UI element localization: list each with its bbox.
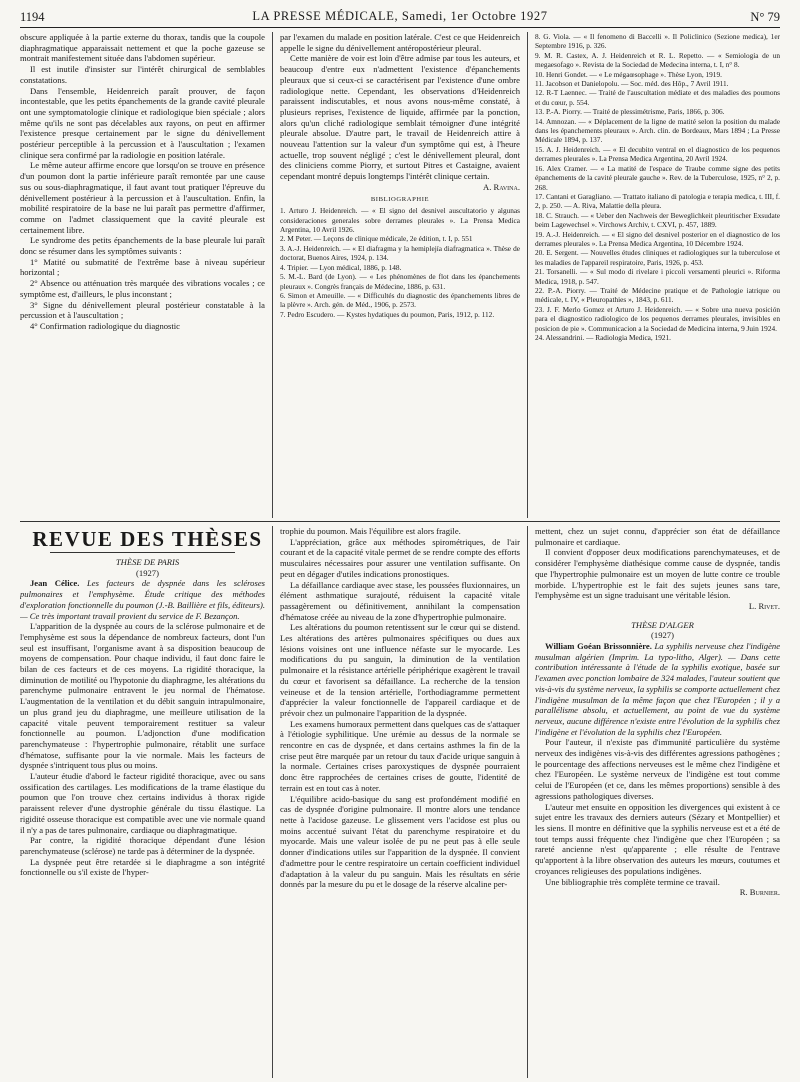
paragraph: Le même auteur affirme encore que lorsqu'on se trouve en présence d'un poumon dont la partie inférieure paraît remontée par une cause sus ou sous-diaphragmatique, il faut avant tout pratiquer l'épreuve du dénivellement postérieur à la percussion et à l'auscultation. Enfin, la mobilité respiratoire de la base ne lui paraît pas permettre d'affirmer, comme on l'admet classiquement que la cavité pleurale est certainement libre. bbox=[20, 160, 265, 235]
paragraph: Il est inutile d'insister sur l'intérêt chirurgical de semblables constatations. bbox=[20, 64, 265, 85]
paragraph: La dyspnée peut être retardée si le diaphragme a son intégrité fonctionnelle ou s'il existe de l'hyper- bbox=[20, 856, 265, 878]
paragraph: Pour l'auteur, il n'existe pas d'immunité particulière du système nerveux des indigènes vis-à-vis des différentes agressions pathogènes ; le pourcentage des affections nerveuses est le même chez l'indigène et chez l'Européen. Le système nerveux de l'indigène est tout comme celui de l'Européen (et ce, dans les mêmes proportions) sensible à des agressions pathologiques diverses. bbox=[535, 737, 780, 801]
section-rule bbox=[20, 521, 780, 522]
signature: R. Burnier. bbox=[739, 887, 780, 898]
bib-entry: 7. Pedro Escudero. — Kystes hydatiques du poumon, Paris, 1912, p. 112. bbox=[280, 309, 495, 319]
paragraph: trophie du poumon. Mais l'équilibre est alors fragile. bbox=[280, 526, 461, 536]
paragraph: Les altérations du poumon retentissent sur le cœur qui se distend. Les altérations des artères pulmonaires spécifiques ou dues aux lésions voisines ont une influence néfaste sur le myocarde. Les modifications du pu sanguin, la diminution de la ventilation pulmonaire et la résistance artérielle périphérique exagèrent le travail du cœur et favorisent sa défaillance. La recherche de la tension veineuse et de la tension artérielle, l'orthodiagramme permettent d'apprécier la valeur fonctionnelle de l'appareil cardiaque et de prévoir chez un pulmonaire l'apparition de la dyspnée. bbox=[280, 622, 520, 718]
bib-entry: 16. Alex Cramer. — « La matité de l'espace de Traube comme signe des petits épanchements de la cavité pleurale gauche ». Rev. de la Tuberculose, 1925, n° 2, p. 268. bbox=[535, 163, 780, 192]
bottom-right-column bbox=[535, 526, 780, 1078]
bottom-left-column bbox=[20, 526, 265, 1078]
section-heading: REVUE DES THÈSES bbox=[32, 527, 263, 551]
bib-entry: 20. E. Sergent. — Nouvelles études cliniques et radiologiques sur la tuberculose et les maladies de l'appareil respiratoire, Paris, 1926, p. 453. bbox=[535, 248, 780, 267]
column-divider bbox=[527, 32, 528, 518]
paragraph: Le syndrome des petits épanchements de la base pleurale lui paraît donc se résumer dans les symptômes suivants : bbox=[20, 235, 265, 257]
bib-entry: 22. P.-A. Piorry. — Traité de Médecine pratique et de Pathologie iatrique ou médicale, t. IV, « Pleuropathies », 1843, p. 611. bbox=[535, 285, 780, 305]
author-name: Jean Célice. bbox=[30, 578, 80, 589]
top-right-column bbox=[535, 32, 780, 518]
bib-entry: 21. Torsanelli. — « Sul modo di rivelare i piccoli versamenti pleurici ». Riforma Medica, 1918, p. 547. bbox=[535, 267, 780, 286]
paragraph: Cette manière de voir est loin d'être admise par tous les auteurs, et beaucoup d'entre eux n'admettent l'existence d'épanchements pleuraux que si ceux-ci se caractérisent par l'existence d'une ombre radiologique nette. Cependant, les observations d'Heidenreich paraissent indiscutables, et nous avons nous-même constaté, à plusieurs reprises, l'existence de liquide, affirmée par la ponction, alors qu'un cliché radiologique semblait témoigner d'une intégrité pleurale absolue. D'autre part, le travail de Heidenreich attire à nouveau l'attention sur la valeur d'un symptôme qui est, à l'heure actuelle, trop souvent négligé ; c'est le dénivellement pleural, dont des cliniciens comme Piorry, et surtout Pitres et Castaigne, avaient cependant montré depuis longtemps l'intérêt clinique certain. bbox=[280, 53, 520, 182]
bib-entry: 2. M Peter. — Leçons de clinique médicale, 2e édition, t. I, p. 551 bbox=[280, 234, 473, 244]
column-divider bbox=[272, 32, 273, 518]
bib-entry: 14. Amnozan. — « Déplacement de la ligne de matité selon la position du malade dans les épanchements pleuraux ». Arch. clin. de Bordeaux, Mars 1894 ; La Presse Médicale 1894, p. 137. bbox=[535, 116, 780, 145]
top-middle-column bbox=[280, 32, 520, 518]
thesis-heading: THÈSE D'ALGER bbox=[631, 619, 694, 630]
thesis-title: Les facteurs de dyspnée dans les scléroses pulmonaires et l'emphysème. Étude critique des méthodes d'exploration fonctionnelle du poumon (J.-B. Baillière et fils, éditeurs). — Ce très important travail provient du service de F. Bezançon. bbox=[20, 578, 265, 621]
issue-number: N° 79 bbox=[750, 10, 780, 24]
paragraph: 3° Signe du dénivellement pleural postérieur constatable à la percussion et à l'auscultation ; bbox=[20, 299, 265, 321]
paragraph: Les examens humoraux permettent dans quelques cas de s'attaquer à l'étiologie syphilitique. Une urémie au dessus de la normale se rencontre en cas de dyspnée, et dans certains asthmes la fin de la crise peut être marquée par un retour du taux d'acide urique sanguin à la normale. Certaines crises paroxystiques de dyspnée pourraient donc être rapprochées de certaines crises de goutte, l'identité de terrain est en tout cas à noter. bbox=[280, 718, 520, 793]
bib-entry: 19. A.-J. Heidenreich. — « El signo del desnivel posterior en el diagnostico de los derrames pleurales ». La Prensa Medica Argentina, 10 Décembre 1924. bbox=[535, 229, 780, 248]
thesis-heading: THÈSE DE PARIS bbox=[115, 557, 180, 567]
bib-entry: 8. G. Viola. — « Il fenomeno di Baccelli ». Il Policlinico (Sezione medica), 1er Septembre 1916, p. 326. bbox=[535, 32, 780, 51]
thesis-year: (1927) bbox=[651, 630, 674, 641]
paragraph: L'auteur met ensuite en opposition les divergences qui existent à ce sujet entre les travaux des derniers auteurs (Sézary et Montpellier) et les siens. Il montre en définitive que la syphilis nerveuse est et a été de tout temps aussi fréquente chez l'indigène que chez l'Européen ; sa rareté ancienne n'est qu'apparente ; elle résulte de l'entrave qu'apportent à la libre observation des auteurs les mœurs, coutumes et croyances religieuses des populations indigènes. bbox=[535, 801, 780, 876]
bib-entry: 1. Arturo J. Heidenreich. — « El signo del desnivel auscultatorio y algunas consideraciones generales sobre derrames pleurales ». La Prensa Medica Argentina, 10 Avril 1926. bbox=[280, 206, 520, 235]
author-name: William Goéan Brissonnière. bbox=[545, 641, 652, 652]
paragraph: Dans l'ensemble, Heidenreich paraît prouver, de façon incontestable, que les petits épanchements de la grande cavité pleurale ont une symptomatologie clinique et radiologique bien spéciale ; alors même qu'ils ne sont pas décelables aux rayons, on peut en affirmer l'existence presque certainement par le signe du dénivellement postérieur perceptible à la percussion et à l'auscultation ; l'examen clinique sera confirmé par la radiologie en position latérale. bbox=[20, 85, 265, 160]
bib-entry: 11. Jacobson et Danielopolu. — Soc. méd. des Hôp., 7 Avril 1911. bbox=[535, 79, 729, 89]
signature: L. Rivet. bbox=[748, 600, 780, 611]
paragraph: Une bibliographie très complète termine ce travail. bbox=[545, 876, 720, 887]
bib-entry: 6. Simon et Ameuille. — « Difficultés du diagnostic des épanchements libres de la plèvre ». Arch. gén. de Méd., 1906, p. 2573. bbox=[280, 290, 520, 310]
bib-entry: 15. A. J. Heidenreich. — « El decubito ventral en el diagnostico de los pequenos derrames pleurales ». La Prensa Medica Argentina, 20 Avril 1924. bbox=[535, 144, 780, 164]
paragraph: mettent, chez un sujet connu, d'apprécier son état de défaillance pulmonaire et cardiaque. bbox=[535, 526, 780, 547]
paragraph: Il convient d'opposer deux modifications parenchymateuses, et de considérer l'emphysème diathésique comme cause de dyspnée, tandis que l'hypertrophie pulmonaire est un moyen de lutte contre ce trouble morbide. L'hypertrophie est le fait des sujets jeunes sans tare, l'emphysème est un signe traduisant une véritable lésion. bbox=[535, 547, 780, 601]
paragraph: 4° Confirmation radiologique du diagnostic bbox=[30, 320, 180, 331]
bib-entry: 13. P.-A. Piorry. — Traité de plessimétrisme, Paris, 1866, p. 306. bbox=[535, 107, 725, 117]
bib-entry: 17. Cantani et Garagliano. — Trattato italiano di patologia e terapia medica, t. III, f. 2, p. 250. — A. Riva, Malattie della pleura. bbox=[535, 191, 780, 211]
signature: A. Ravina. bbox=[483, 181, 520, 192]
page-header bbox=[20, 6, 780, 26]
bib-entry: 9. M. R. Castex, A. J. Heidenreich et R. L. Repetto. — « Semiología de un megaesofago ». Revista de la Sociedad de Medecina interna, t. I, n° 8. bbox=[535, 50, 780, 70]
bib-entry: 3. A.-J. Heidenreich. — « El diafragma y la hemiplejía diafragmatica ». Thèse de doctorat, Buenos Aires, 1924, p. 134. bbox=[280, 243, 520, 263]
bibliography-list bbox=[280, 206, 520, 319]
paragraph: Par contre, la rigidité thoracique dépendant d'une lésion parenchymateuse (sclérose) ne tarde pas à déterminer de la dyspnée. bbox=[20, 835, 265, 856]
thesis-title: La syphilis nerveuse chez l'indigène musulman algérien (Imprim. La typo-litho, Alger). — Dans cette contribution intéressante à l'étude de la syphilis exotique, basée sur l'examen avec ponction lombaire de 324 malades, l'auteur soutient que vis-à-vis du système nerveux, la syphilis se comporte actuellement chez l'indigène musulman de la même façon que chez l'Européen ; il y a parallélisme absolu, et actuellement, au point de vue du système nerveux, aucune différence n'existe entre l'évolution de la syphilis chez l'indigène et l'évolution de la syphilis chez l'Européen. bbox=[535, 641, 780, 737]
bib-entry: 5. M.-L. Bard (de Lyon). — « Les phénomènes de flot dans les épanchements pleuraux ». Congrès français de Médecine, 1886, p. 631. bbox=[280, 272, 520, 291]
paragraph: 2° Absence ou atténuation très marquée des vibrations vocales ; ce symptôme est, d'ailleurs, le plus inconstant ; bbox=[20, 278, 265, 299]
header-rule bbox=[20, 27, 780, 28]
paragraph: L'équilibre acido-basique du sang est profondément modifié en cas de dyspnée d'origine pulmonaire. Il montre alors une tendance nette à l'acidose gazeuse. Le glissement vers l'acidose est plus ou moins accentué suivant l'état du parenchyme respiratoire et du myocarde. Mais une valeur isolée de pu ne peut pas à elle seule donner d'indications utiles sur l'apparition de la dyspnée. Il convient d'admettre pour le centre respiratoire un certain coefficient individuel d'adaptation à la valeur du pu sanguin. Mais les résultats en série donnés par la mesure du pu et le dosage de la réserve alcaline per- bbox=[280, 793, 520, 890]
bib-entry: 12. R-T Laennec. — Traité de l'auscultation médiate et des maladies des poumons et du cœur, p. 554. bbox=[535, 88, 780, 107]
top-left-column bbox=[20, 32, 265, 518]
column-divider bbox=[527, 526, 528, 1078]
thesis-year: (1927) bbox=[136, 567, 159, 578]
paragraph: L'appréciation, grâce aux méthodes spirométriques, de l'air courant et de la capacité vitale permet de se rendre compte des efforts musculaires nécessaires pour assurer une ventilation suffisante. On peut en dégager d'utiles indications pronostiques. bbox=[280, 536, 520, 579]
journal-title: LA PRESSE MÉDICALE, Samedi, 1er Octobre 1927 bbox=[252, 9, 548, 23]
heading-rule bbox=[50, 552, 235, 553]
bib-entry: 23. J. F. Merlo Gomez et Arturo J. Heidenreich. — « Sobre una nueva posición para el diagnostico radiologico de los pequenos derrames pleurales, invisibles en posicion de pie ». Communicacion a la Sociedad de Medicina interna, 9 Juin 1924. bbox=[535, 304, 780, 333]
paragraph: par l'examen du malade en position latérale. C'est ce que Heidenreich appelle le signe du dénivellement antéropostérieur pleural. bbox=[280, 32, 520, 53]
bibliography-title: BIBLIOGRAPHIE bbox=[370, 195, 430, 203]
bottom-middle-column bbox=[280, 526, 520, 1078]
bib-entry: 4. Tripier. — Lyon médical, 1886, p. 148. bbox=[280, 262, 402, 272]
bib-entry: 24. Alessandrini. — Radiologia Medica, 1921. bbox=[535, 333, 671, 342]
column-divider bbox=[272, 526, 273, 1078]
paragraph: obscure appliquée à la partie externe du thorax, tandis que la coupole diaphragmatique apparaissait nettement et que la poche gazeuse se montrait manifestement située dans l'abdomen supérieur. bbox=[20, 32, 265, 64]
paragraph: L'apparition de la dyspnée au cours de la sclérose pulmonaire et de l'emphysème est sous la dépendance de nombreux facteurs, dont l'un seul est insuffisant, l'organisme avant à sa disposition beaucoup de moyens de compensation. Pour chaque individu, il faut donc faire le bilan de ces facteurs et de ces moyens. La rigidité thoracique, la diminution de motilité ou l'hypotonie du diaphragme, les altérations du parenchyme pulmonaire entravent le jeu normal de l'hématose. L'augmentation de la ventilation et du débit sanguin intrapulmonaire, un plus grand jeu du diaphragme, une meilleure utilisation de la capacité vitale peuvent temporairement restituer sa valeur fonctionnelle au poumon. L'adjonction d'une modification parenchymateuse : l'hypertrophie pulmonaire, rétablit une surface d'hématose, suffisante pour la vie normale. Mais les facteurs de dyspnée s'intriquent tous plus ou moins. bbox=[20, 621, 265, 771]
page-number: 1194 bbox=[20, 10, 45, 24]
paragraph: La défaillance cardiaque avec stase, les poussées fluxionnaires, un élément asthmatique surajouté, réduisent la capacité vitale passagèrement ou définitivement, annihilant la compensation d'hématose créée au niveau de la zone d'hypertrophie pulmonaire. bbox=[280, 579, 520, 622]
paragraph: L'auteur étudie d'abord le facteur rigidité thoracique, avec ou sans ossification des cartilages. Les modifications de la trame élastique du poumon que l'on trouve chez certains individus à thorax rigide paraissent relever d'une dystrophie générale du tissu élastique. La rigidité osseuse thoracique est compatible avec une vie normale quand il n'y a pas de tares pulmonaire, cardiaque ou diaphragmatique. bbox=[20, 771, 265, 835]
bib-entry: 18. C. Strauch. — « Ueber den Nachweis der Beweglichkeit pleuritischer Exsudate beim Lagewechsel ». Virchows Archiv, t. CXVI, p. 457, 1889. bbox=[535, 210, 780, 230]
bib-entry: 10. Henri Gondet. — « Le mégaœsophage ». Thèse Lyon, 1919. bbox=[535, 69, 722, 79]
paragraph: 1° Matité ou submatité de l'extrême base à niveau supérieur horizontal ; bbox=[20, 256, 265, 278]
